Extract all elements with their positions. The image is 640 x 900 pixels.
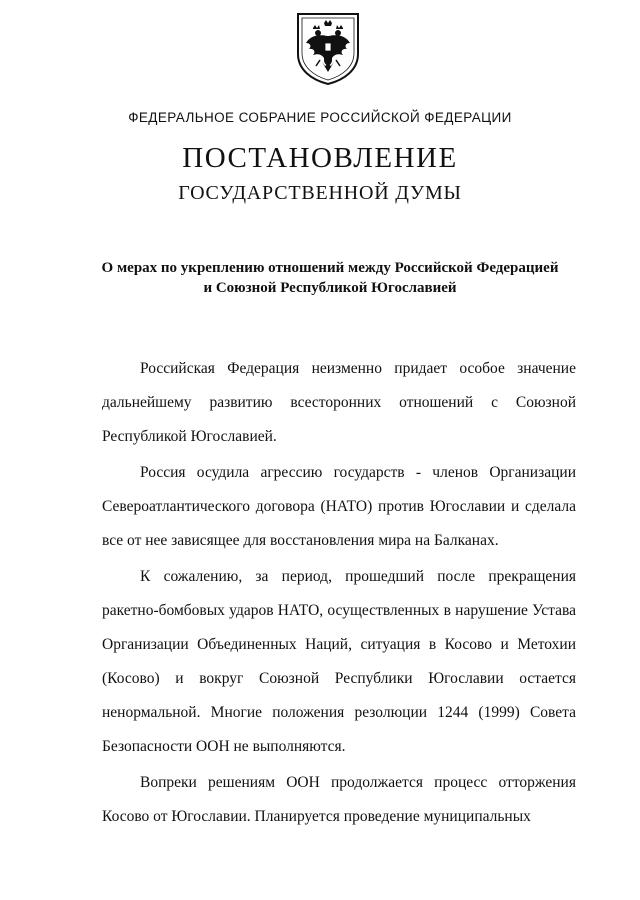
document-type: ПОСТАНОВЛЕНИЕ (182, 142, 458, 174)
title-line-1: О мерах по укреплению отношений между Российской Федерацией (101, 260, 559, 276)
russian-coat-of-arms-icon (294, 10, 362, 86)
organization-name: ФЕДЕРАЛЬНОЕ СОБРАНИЕ РОССИЙСКОЙ ФЕДЕРАЦИИ (128, 110, 512, 125)
paragraph-4: Вопреки решениям ООН продолжается процесс отторжения Косово от Югославии. Планируется проведение муниципальных (102, 774, 576, 825)
document-text (102, 352, 576, 836)
paragraph-1: Российская Федерация неизменно придает особое значение дальнейшему развитию всесторонних отношений с Союзной Республикой Югославией. (102, 360, 576, 445)
paragraph-2: Россия осудила агрессию государств - членов Организации Североатлантического договора (НАТО) против Югославии и сделала все от нее зависящее для восстановления мира на Балканах. (102, 464, 576, 549)
resolution-title (100, 258, 560, 298)
paragraph-3: К сожалению, за период, прошедший после прекращения ракетно-бомбовых ударов НАТО, осуществленных в нарушение Устава Организации Объединенных Наций, ситуация в Косово и Метохии (Косово) и вокруг Союзной Республики Югославии остается ненормальной. Многие положения резолюции 1244 (1999) Совета Безопасности ООН не выполняются. (102, 568, 576, 755)
issuing-body: ГОСУДАРСТВЕННОЙ ДУМЫ (178, 182, 462, 204)
title-line-2: и Союзной Республикой Югославией (203, 280, 457, 296)
